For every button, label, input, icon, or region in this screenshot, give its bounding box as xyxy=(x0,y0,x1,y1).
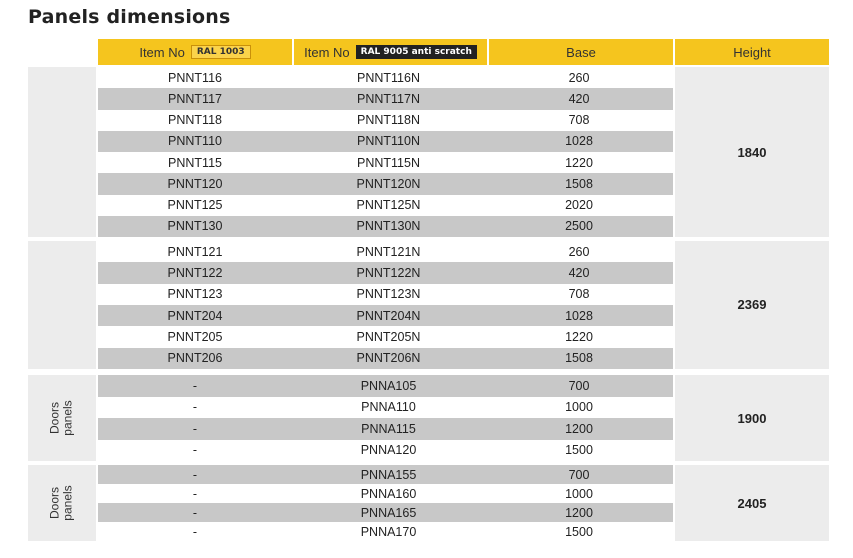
item-no-ral9005-cell: PNNT125N xyxy=(356,198,421,213)
item-no-ral1003-cell: - xyxy=(192,467,198,482)
item-no-ral9005-cell: PNNT120N xyxy=(356,176,421,191)
item-no-ral1003-cell: PNNT204 xyxy=(167,308,223,323)
item-no-ral1003-cell: PNNT123 xyxy=(167,287,223,302)
base-cell: 700 xyxy=(568,467,590,482)
height-cell: 1840 xyxy=(675,67,829,237)
table-row xyxy=(98,262,673,283)
base-cell: 1220 xyxy=(565,329,593,344)
table-row xyxy=(98,397,673,419)
base-cell: 1500 xyxy=(565,443,593,458)
item-no-ral9005-cell: PNNA110 xyxy=(361,400,416,415)
header-base xyxy=(489,39,673,65)
item-no-ral9005-cell: PNNT204N xyxy=(356,308,421,323)
base-cell: 1200 xyxy=(565,505,593,520)
item-no-ral9005-cell: PNNA105 xyxy=(360,378,417,393)
table-row xyxy=(98,284,673,305)
item-no-ral9005-cell: PNNA165 xyxy=(360,505,417,520)
item-no-ral1003-cell: - xyxy=(192,486,198,501)
base-cell: 700 xyxy=(568,378,590,393)
item-no-ral1003-cell: - xyxy=(192,505,198,520)
header-base-label: Base xyxy=(566,44,596,60)
table-group xyxy=(28,67,829,237)
table-row xyxy=(98,216,673,237)
item-no-ral1003-cell: PNNT130 xyxy=(167,219,223,234)
base-cell: 1500 xyxy=(565,524,593,539)
ral-9005-badge: RAL 9005 anti scratch xyxy=(356,45,477,59)
group-side-label-wrap xyxy=(28,375,96,461)
base-cell: 1508 xyxy=(565,176,593,191)
table-row xyxy=(98,241,673,262)
item-no-ral1003-cell: PNNT122 xyxy=(167,265,223,280)
item-no-ral9005-cell: PNNA155 xyxy=(360,467,417,482)
item-no-ral9005-cell: PNNA170 xyxy=(360,524,417,539)
table-row xyxy=(98,503,673,522)
item-no-ral1003-cell: PNNT125 xyxy=(167,198,223,213)
table-row xyxy=(98,522,673,541)
item-no-ral9005-cell: PNNA115 xyxy=(361,421,416,436)
base-cell: 1220 xyxy=(565,155,593,170)
base-cell: 708 xyxy=(568,287,590,302)
base-cell: 1000 xyxy=(565,400,593,415)
base-cell: 420 xyxy=(568,265,590,280)
table-row xyxy=(98,375,673,397)
item-no-ral9005-cell: PNNT121N xyxy=(356,244,421,259)
item-no-ral1003-cell: PNNT118 xyxy=(168,113,222,128)
table-row xyxy=(98,110,673,131)
header-item-no-ral9005 xyxy=(294,39,487,65)
item-no-ral9005-cell: PNNT205N xyxy=(356,329,421,344)
item-no-ral1003-cell: PNNT116 xyxy=(168,70,222,85)
item-no-ral9005-cell: PNNT122N xyxy=(356,265,421,280)
group-side-label-wrap xyxy=(28,241,96,369)
item-no-ral9005-cell: PNNT123N xyxy=(356,287,421,302)
base-cell: 260 xyxy=(568,70,590,85)
item-no-ral9005-cell: PNNT110N xyxy=(357,134,420,149)
item-no-ral1003-cell: PNNT206 xyxy=(167,351,223,366)
height-cell: 1900 xyxy=(675,375,829,461)
group-side-label-wrap xyxy=(28,465,96,541)
table-row xyxy=(98,131,673,152)
table-row xyxy=(98,348,673,369)
table-row xyxy=(98,440,673,462)
item-no-ral1003-cell: PNNT205 xyxy=(167,329,223,344)
item-no-ral1003-cell: - xyxy=(192,443,198,458)
height-cell: 2405 xyxy=(675,465,829,541)
item-no-ral1003-cell: PNNT120 xyxy=(167,176,223,191)
header-height-label: Height xyxy=(733,44,771,60)
table-row xyxy=(98,173,673,194)
item-no-ral1003-cell: PNNT110 xyxy=(168,134,222,149)
header-item-no-label: Item No xyxy=(139,44,185,60)
table-group xyxy=(28,465,829,541)
table-row xyxy=(98,195,673,216)
item-no-ral1003-cell: - xyxy=(192,421,198,436)
height-cell: 2369 xyxy=(675,241,829,369)
group-side-label: Doors panels xyxy=(48,485,75,521)
header-item-no-ral1003 xyxy=(98,39,292,65)
base-cell: 1200 xyxy=(565,421,593,436)
base-cell: 2020 xyxy=(565,198,593,213)
group-side-label: Doors panels xyxy=(48,400,75,436)
table-group xyxy=(28,241,829,369)
base-cell: 1508 xyxy=(565,351,593,366)
item-no-ral1003-cell: PNNT115 xyxy=(168,155,222,170)
base-cell: 708 xyxy=(568,113,590,128)
item-no-ral9005-cell: PNNT117N xyxy=(357,91,420,106)
table-row xyxy=(98,305,673,326)
item-no-ral9005-cell: PNNT130N xyxy=(356,219,421,234)
item-no-ral9005-cell: PNNT116N xyxy=(357,70,420,85)
item-no-ral9005-cell: PNNT115N xyxy=(357,155,420,170)
page-title: Panels dimensions xyxy=(28,6,231,28)
item-no-ral9005-cell: PNNT118N xyxy=(357,113,420,128)
ral-1003-badge: RAL 1003 xyxy=(191,45,251,59)
item-no-ral1003-cell: PNNT117 xyxy=(168,91,222,106)
item-no-ral1003-cell: PNNT121 xyxy=(167,244,223,259)
base-cell: 420 xyxy=(568,91,590,106)
base-cell: 2500 xyxy=(565,219,593,234)
item-no-ral1003-cell: - xyxy=(192,400,198,415)
base-cell: 1028 xyxy=(565,308,593,323)
item-no-ral9005-cell: PNNA160 xyxy=(360,486,417,501)
table-row xyxy=(98,88,673,109)
table-row xyxy=(98,465,673,484)
base-cell: 1028 xyxy=(565,134,593,149)
header-item-no-label: Item No xyxy=(304,44,350,60)
base-cell: 1000 xyxy=(565,486,593,501)
table-group xyxy=(28,375,829,461)
base-cell: 260 xyxy=(568,244,590,259)
item-no-ral1003-cell: - xyxy=(192,378,198,393)
table-row xyxy=(98,418,673,440)
item-no-ral9005-cell: PNNA120 xyxy=(360,443,417,458)
table-row xyxy=(98,326,673,347)
item-no-ral9005-cell: PNNT206N xyxy=(356,351,421,366)
table-row xyxy=(98,67,673,88)
item-no-ral1003-cell: - xyxy=(192,524,198,539)
table-row xyxy=(98,484,673,503)
header-height xyxy=(675,39,829,65)
table-row xyxy=(98,152,673,173)
group-side-label-wrap xyxy=(28,67,96,237)
